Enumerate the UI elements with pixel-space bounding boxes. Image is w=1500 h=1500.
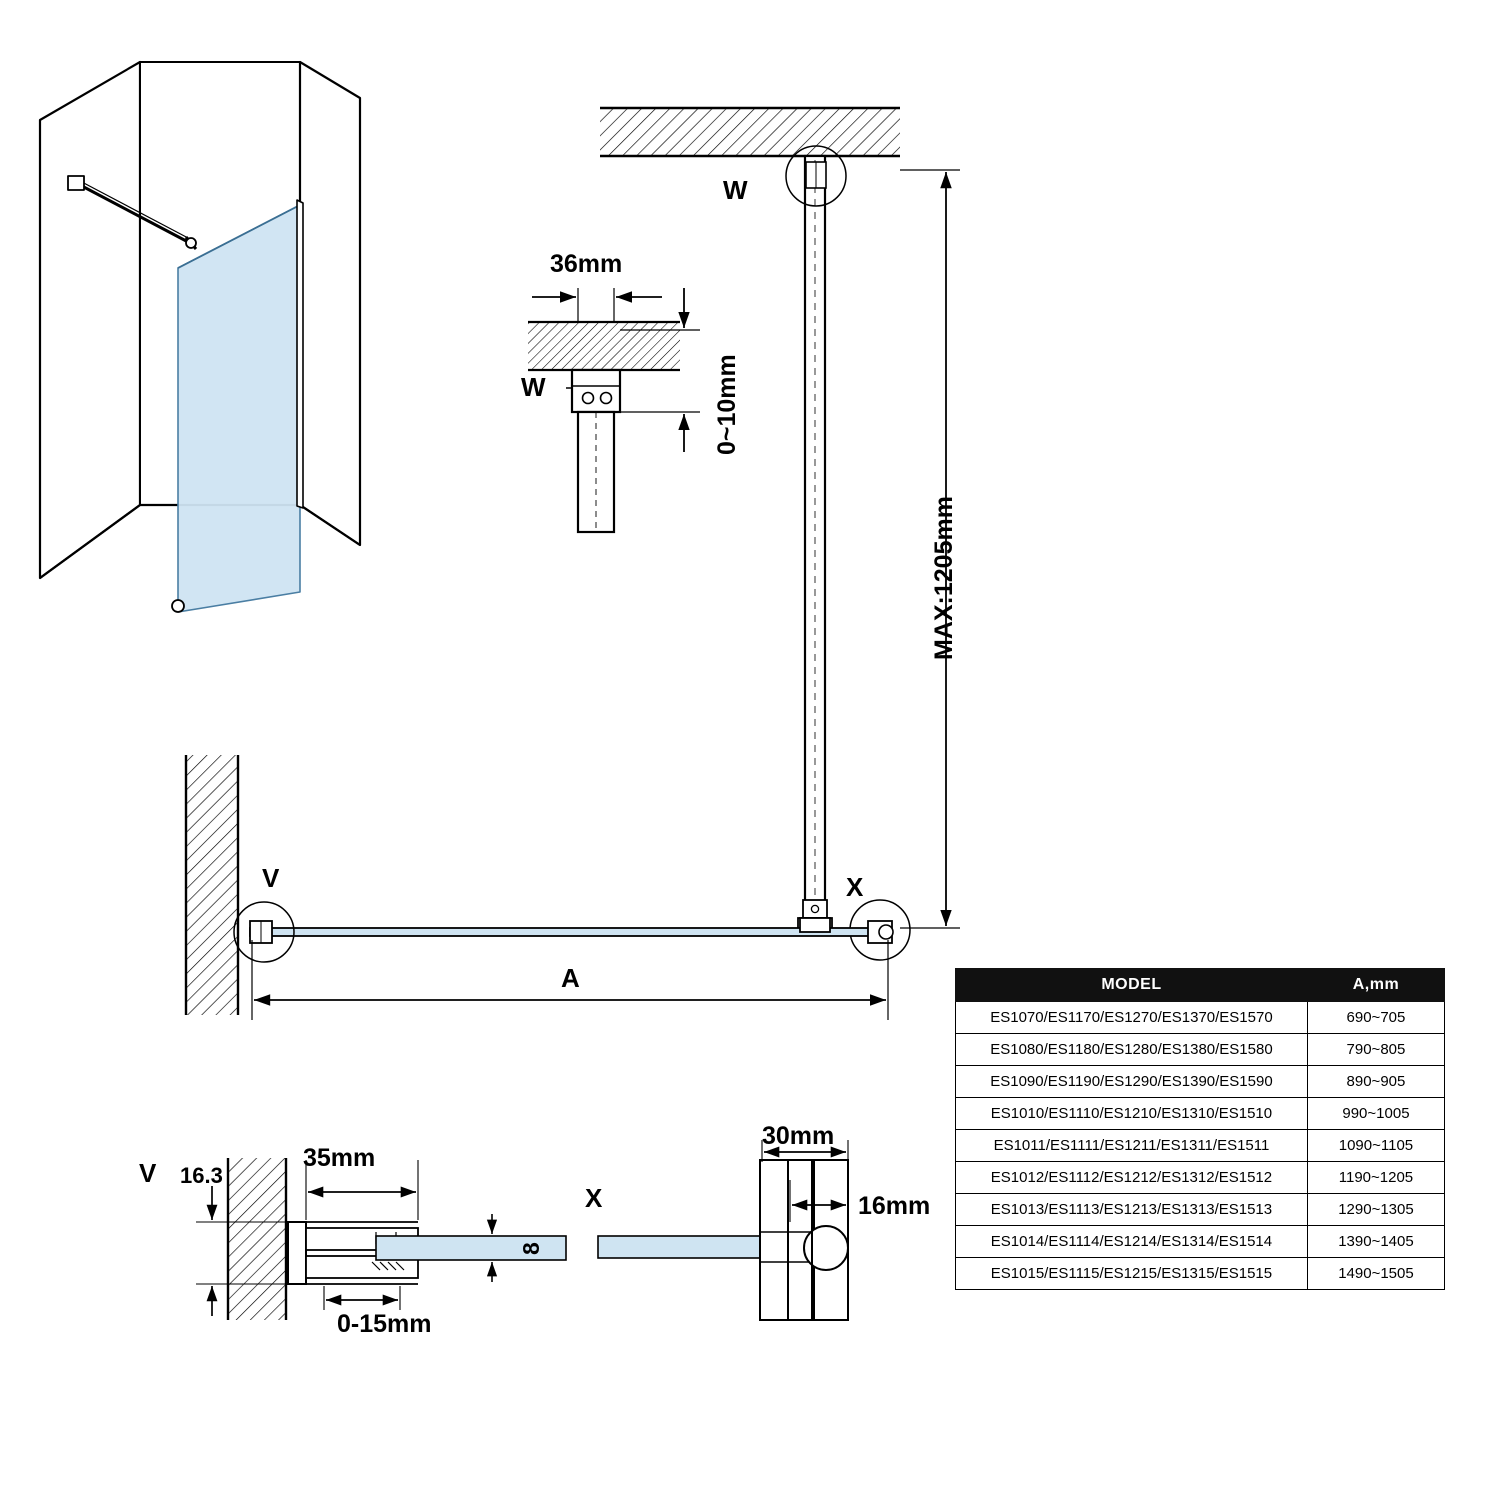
table-row bbox=[956, 1034, 1445, 1066]
cell-model: ES1011/ES1111/ES1211/ES1311/ES1511 bbox=[956, 1130, 1308, 1162]
table-row bbox=[956, 1194, 1445, 1226]
cell-model: ES1013/ES1113/ES1213/ES1313/ES1513 bbox=[956, 1194, 1308, 1226]
callout-x-plan: X bbox=[846, 872, 864, 902]
callout-v-plan: V bbox=[262, 863, 280, 893]
table-row bbox=[956, 1066, 1445, 1098]
cell-model: ES1010/ES1110/ES1210/ES1310/ES1510 bbox=[956, 1098, 1308, 1130]
cell-a: 690~705 bbox=[1307, 1002, 1444, 1034]
table-row bbox=[956, 1002, 1445, 1034]
dim-wall-adjust: 0-15mm bbox=[337, 1310, 432, 1338]
isometric-view bbox=[40, 62, 360, 612]
table-row bbox=[956, 1098, 1445, 1130]
dim-max-height: MAX:1205mm bbox=[930, 496, 958, 660]
plan-view bbox=[186, 755, 893, 1020]
cell-a: 990~1005 bbox=[1307, 1098, 1444, 1130]
cell-a: 1390~1405 bbox=[1307, 1226, 1444, 1258]
dim-bar-offset: 36mm bbox=[550, 250, 623, 278]
table-row bbox=[956, 1130, 1445, 1162]
cell-a: 1490~1505 bbox=[1307, 1258, 1444, 1290]
callout-x-detail: X bbox=[585, 1183, 603, 1213]
dim-glass-thickness: 8 bbox=[518, 1242, 544, 1255]
callout-w-detail: W bbox=[521, 372, 546, 402]
header-a: A,mm bbox=[1307, 969, 1444, 1002]
cell-a: 790~805 bbox=[1307, 1034, 1444, 1066]
callout-w-top: W bbox=[723, 175, 748, 205]
table-row bbox=[956, 1162, 1445, 1194]
cell-a: 890~905 bbox=[1307, 1066, 1444, 1098]
cell-model: ES1080/ES1180/ES1280/ES1380/ES1580 bbox=[956, 1034, 1308, 1066]
table-header-row bbox=[956, 969, 1445, 1002]
table-row bbox=[956, 1258, 1445, 1290]
dim-profile-height: 16.3 bbox=[180, 1163, 223, 1188]
dim-x-inner: 16mm bbox=[858, 1192, 931, 1220]
dim-width-a: A bbox=[561, 963, 580, 993]
cell-model: ES1012/ES1112/ES1212/ES1312/ES1512 bbox=[956, 1162, 1308, 1194]
cell-model: ES1090/ES1190/ES1290/ES1390/ES1590 bbox=[956, 1066, 1308, 1098]
detail-x-connector bbox=[598, 1140, 848, 1320]
table-row bbox=[956, 1226, 1445, 1258]
detail-w-bracket bbox=[528, 288, 700, 532]
elevation-view bbox=[600, 108, 960, 960]
cell-a: 1290~1305 bbox=[1307, 1194, 1444, 1226]
header-model: MODEL bbox=[956, 969, 1308, 1002]
callout-v-detail: V bbox=[139, 1158, 157, 1188]
dim-profile-depth: 35mm bbox=[303, 1144, 376, 1172]
cell-a: 1190~1205 bbox=[1307, 1162, 1444, 1194]
detail-v-profile bbox=[196, 1158, 566, 1320]
cell-model: ES1014/ES1114/ES1214/ES1314/ES1514 bbox=[956, 1226, 1308, 1258]
dim-x-outer: 30mm bbox=[762, 1122, 835, 1150]
cell-model: ES1070/ES1170/ES1270/ES1370/ES1570 bbox=[956, 1002, 1308, 1034]
dim-bar-adjust: 0~10mm bbox=[713, 354, 741, 455]
cell-a: 1090~1105 bbox=[1307, 1130, 1444, 1162]
cell-model: ES1015/ES1115/ES1215/ES1315/ES1515 bbox=[956, 1258, 1308, 1290]
model-spec-table bbox=[955, 968, 1445, 1290]
